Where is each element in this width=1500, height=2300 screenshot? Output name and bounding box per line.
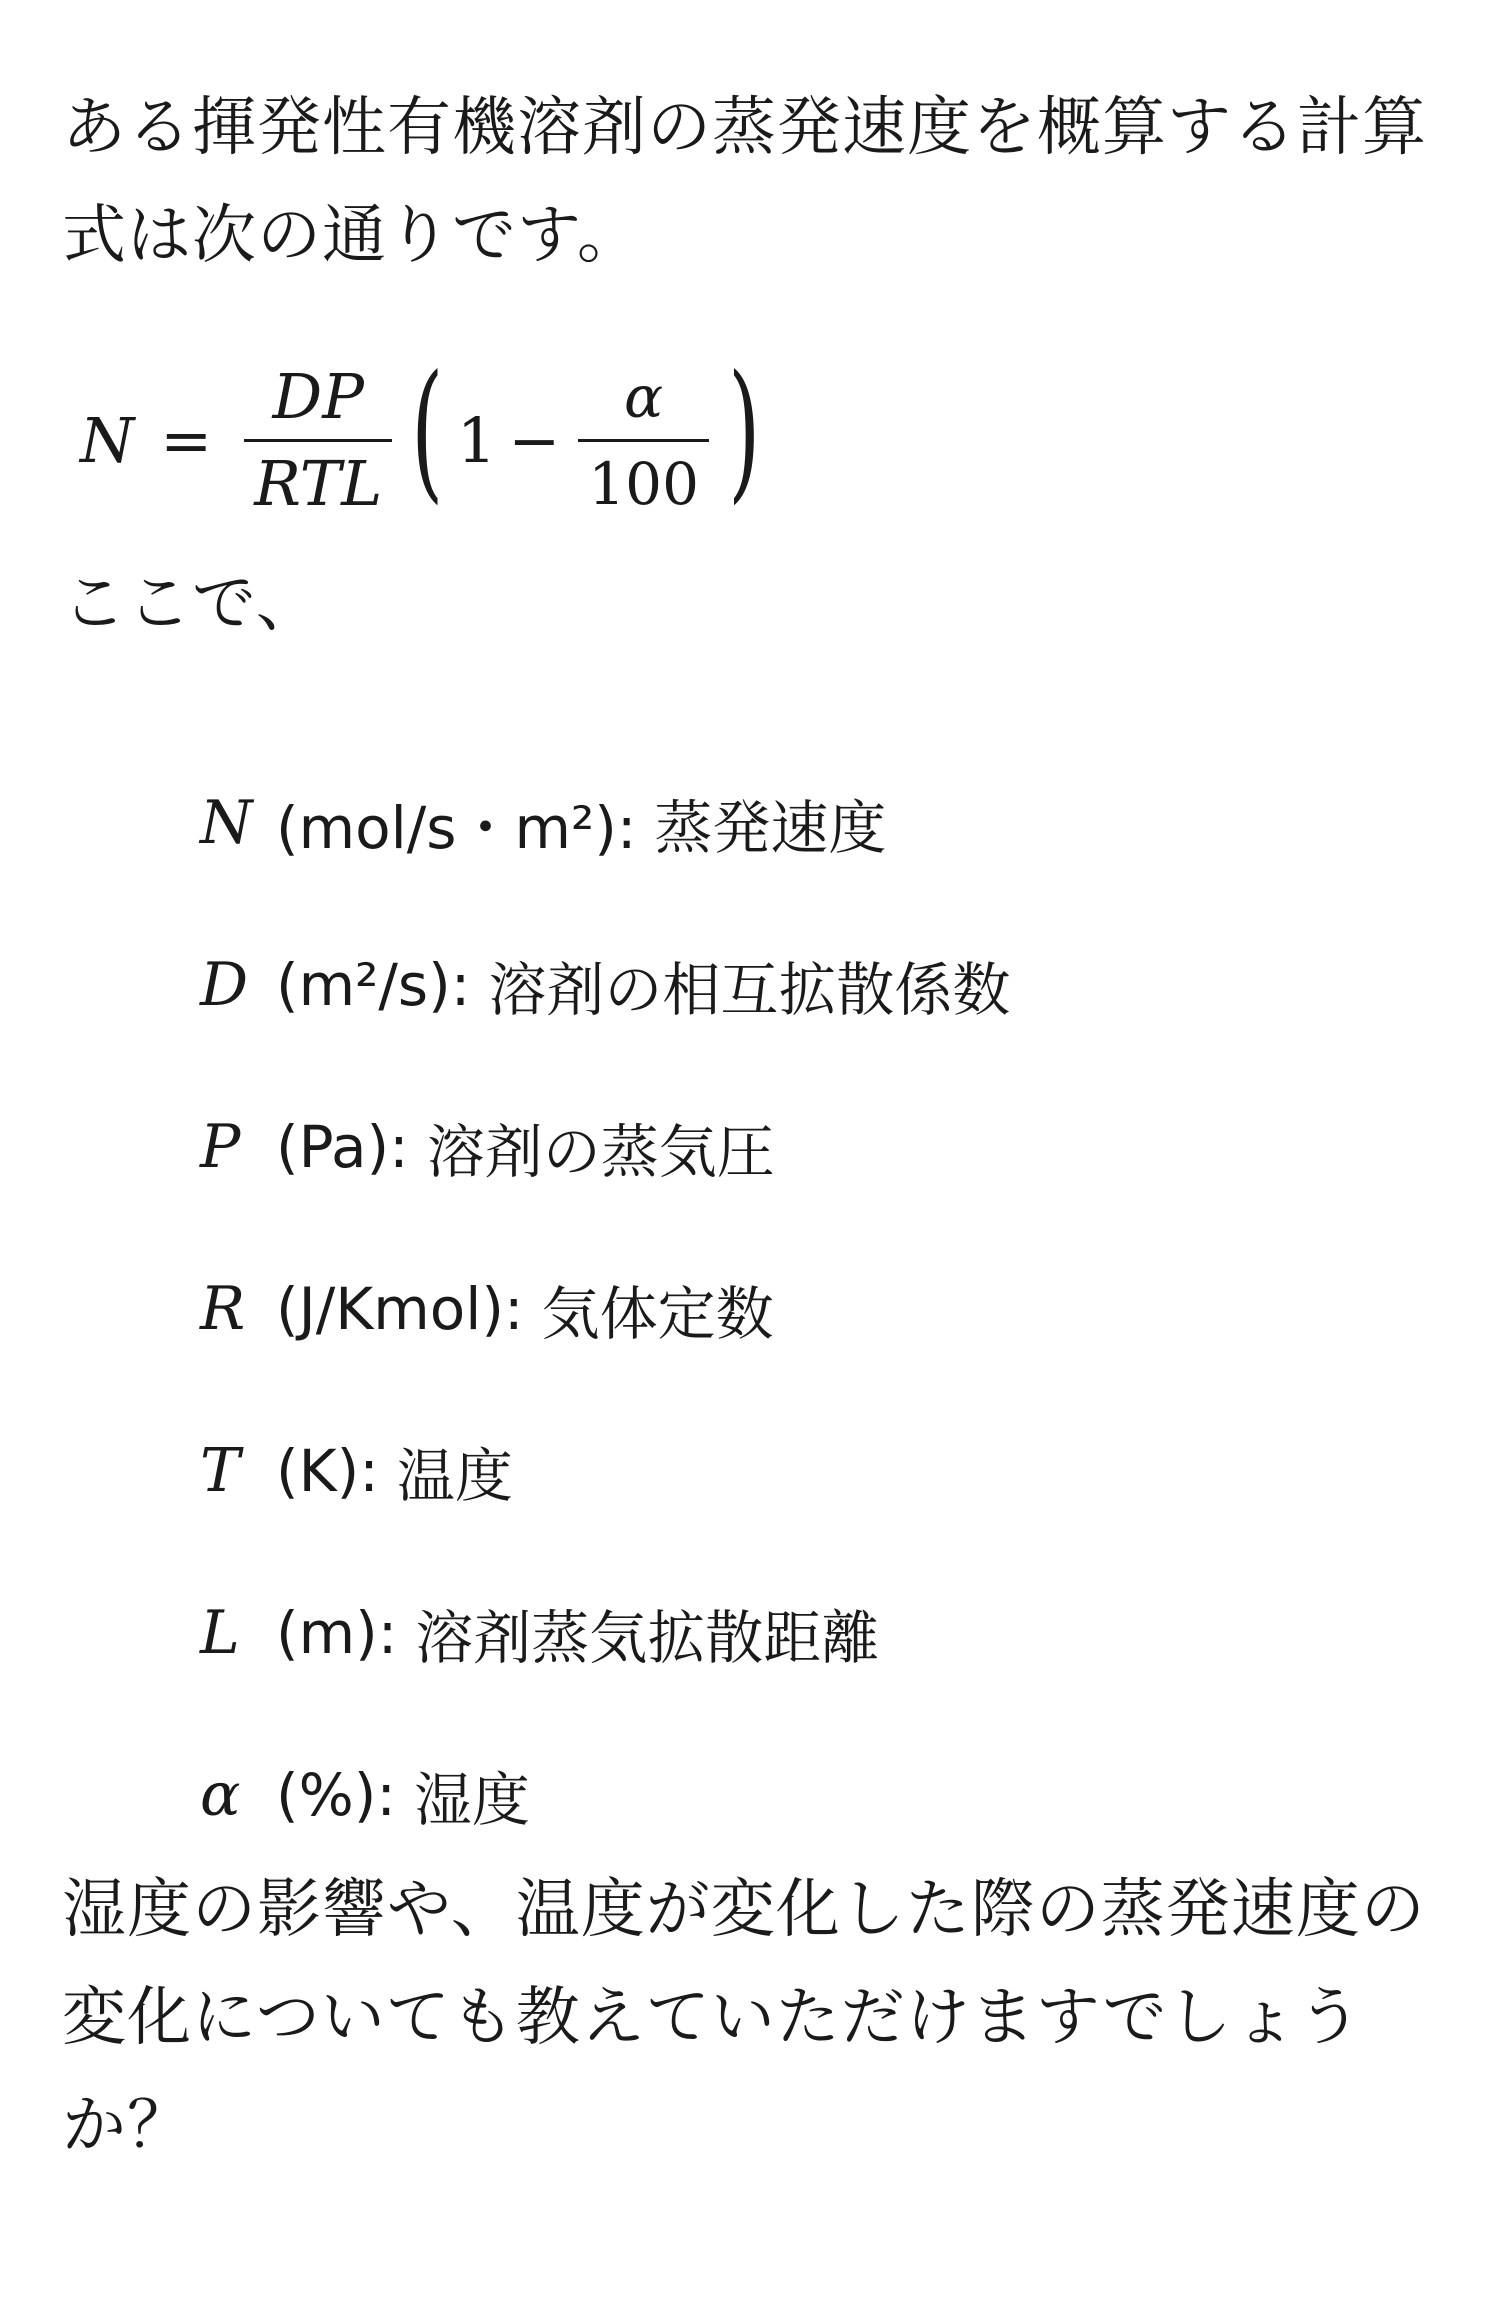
variable-unit: (J/Kmol): xyxy=(276,1275,524,1343)
variable-row xyxy=(200,1552,1400,1714)
variable-symbol: R xyxy=(200,1274,246,1344)
variable-unit: (%): xyxy=(276,1761,396,1829)
fraction-bar xyxy=(244,439,392,442)
variable-row xyxy=(200,1714,1400,1876)
left-paren: ( xyxy=(411,344,444,518)
closing-question: 湿度の影響や、温度が変化した際の蒸発速度の変化についても教えていただけますでしょうか？ xyxy=(62,1873,1426,2163)
formula-equals: = xyxy=(160,403,213,477)
where-label: ここで、 xyxy=(62,567,321,641)
inner-fraction-bar xyxy=(578,439,709,442)
variable-symbol: T xyxy=(200,1436,241,1506)
variable-description: 湿度 xyxy=(413,1766,530,1834)
variable-unit: (K): xyxy=(276,1437,379,1505)
variable-row xyxy=(200,904,1400,1066)
right-paren: ) xyxy=(728,344,761,518)
variable-description: 溶剤の相互拡散係数 xyxy=(488,956,1011,1024)
variable-unit: (Pa): xyxy=(276,1113,409,1181)
variable-row xyxy=(200,1228,1400,1390)
formula-one: 1 xyxy=(456,403,497,477)
variable-description: 気体定数 xyxy=(541,1280,774,1348)
variable-unit: (m²/s): xyxy=(276,951,471,1019)
formula-numerator: DP xyxy=(272,359,364,433)
variable-symbol: α xyxy=(200,1760,241,1830)
variable-row xyxy=(200,742,1400,904)
variable-symbol: L xyxy=(200,1598,240,1668)
variable-unit: (m): xyxy=(276,1599,398,1667)
formula-lhs: N xyxy=(80,403,135,477)
variable-description: 溶剤蒸気拡散距離 xyxy=(415,1604,880,1672)
formula-inner-numerator: α xyxy=(624,362,664,431)
formula-denominator: RTL xyxy=(254,446,383,520)
variable-symbol: N xyxy=(200,788,253,858)
variable-description: 温度 xyxy=(396,1442,513,1510)
variable-list xyxy=(200,742,1400,1876)
formula-main-fraction xyxy=(244,361,392,520)
formula-minus: − xyxy=(508,403,561,477)
formula-inner-fraction xyxy=(578,361,709,520)
evaporation-rate-formula xyxy=(80,340,774,540)
variable-description: 溶剤の蒸気圧 xyxy=(426,1118,775,1186)
variable-description: 蒸発速度 xyxy=(654,794,887,862)
variable-symbol: D xyxy=(200,950,249,1020)
formula-inner-denominator: 100 xyxy=(588,449,699,518)
variable-unit: (mol/s・m²): xyxy=(276,794,637,862)
variable-row xyxy=(200,1390,1400,1552)
intro-paragraph: ある揮発性有機溶剤の蒸発速度を概算する計算式は次の通りです。 xyxy=(62,91,1427,273)
variable-symbol: P xyxy=(200,1112,241,1182)
variable-row xyxy=(200,1066,1400,1228)
